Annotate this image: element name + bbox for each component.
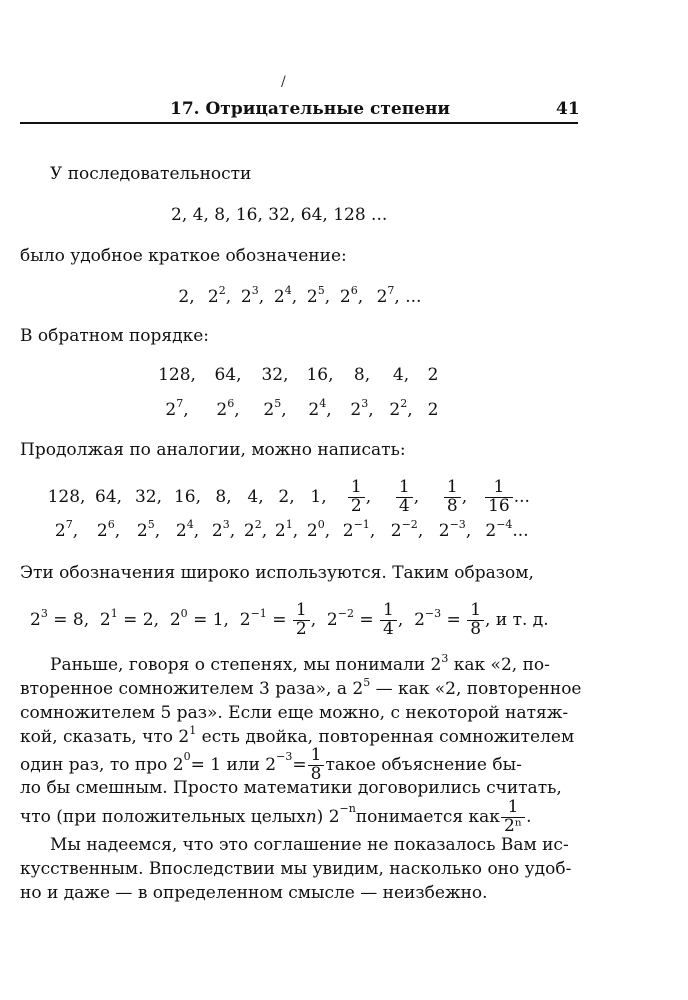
sequence-power-term: 2,	[178, 287, 195, 307]
eq-2-zero: $2^0 = 1$,	[169, 607, 229, 630]
sequence-power-term: $2^2$,	[207, 284, 232, 307]
scan-mark: /	[281, 74, 286, 90]
reverse-value: 128,	[158, 365, 196, 385]
extended-power: $2^7$,	[54, 518, 79, 541]
intro-reverse-text: В обратном порядке:	[20, 326, 210, 346]
sequence-power-term: $2^7$, ...	[376, 284, 422, 307]
para1-line7: что (при положительных целых n ) 2 $^{-n}$ понимается как $\frac{1}{\text{2ⁿ}}$ .	[20, 796, 532, 836]
reverse-value: 64,	[214, 365, 242, 385]
extended-power: $2^5$,	[136, 518, 161, 541]
sequence-power-term: $2^6$,	[339, 284, 364, 307]
extended-value: 32,	[134, 487, 163, 507]
para1-line4: кой, сказать, что $2^1$ есть двойка, повторенная сомножителем	[20, 724, 575, 747]
reverse-value: 16,	[306, 365, 334, 385]
para1-line1: Раньше, говоря о степенях, мы понимали $2^3$ как «2, по-	[50, 652, 550, 675]
intro-sequence-text: У последовательности	[50, 164, 252, 184]
header-rule	[20, 122, 578, 124]
extended-power: $2^1$,	[274, 518, 299, 541]
extended-fraction: $\frac{1}{16}$ ...	[479, 479, 535, 516]
extended-power: $2^{-4}$...	[485, 518, 529, 541]
extended-power: $2^{-2}$,	[390, 518, 424, 541]
reverse-power: $2^7$,	[165, 397, 189, 420]
para1-line2: вторенное сомножителем 3 раза», а $2^5$ — как «2, повторенное	[20, 676, 582, 699]
reverse-power: $2^3$,	[350, 397, 374, 420]
intro-usage-text: Эти обозначения широко используются. Таким образом,	[20, 563, 534, 583]
sequence-power-term: $2^5$,	[306, 284, 331, 307]
para2-line1: Мы надеемся, что это соглашение не показалось Вам ис-	[50, 835, 569, 855]
intro-notation-text: было удобное краткое обозначение:	[20, 246, 347, 266]
reverse-powers-row	[150, 398, 446, 422]
page-number: 41	[556, 99, 580, 119]
extended-fraction: $\frac{1}{4}$ ,	[383, 479, 431, 516]
reverse-power: $2^5$,	[263, 397, 287, 420]
extended-fraction: $\frac{1}{8}$ ,	[431, 479, 479, 516]
extended-power: $2^3$,	[211, 518, 236, 541]
sequence-plain: 2, 4, 8, 16, 32, 64, 128 ...	[171, 205, 388, 225]
reverse-power: $2^2$,	[389, 397, 413, 420]
para2-line3: но и даже — в определенном смысле — неизбежно.	[20, 883, 488, 903]
sequence-power-term: $2^3$,	[240, 284, 265, 307]
intro-analogy-text: Продолжая по аналогии, можно написать:	[20, 440, 406, 460]
extended-fraction: $\frac{1}{2}$ ,	[335, 479, 383, 516]
extended-value: 2,	[278, 487, 295, 507]
eq-2-first: $2^1 = 2$,	[99, 607, 160, 630]
para2-line2: кусственным. Впоследствии мы увидим, насколько оно удоб-	[20, 859, 572, 879]
sequence-powers	[170, 284, 430, 310]
eq-2-minus-three: $2^{-3}$ = $\frac{1}{8}$ ,	[414, 599, 491, 639]
extended-value: 4,	[247, 487, 264, 507]
section-title: 17. Отрицательные степени	[170, 99, 451, 119]
extended-power: $2^6$,	[96, 518, 121, 541]
extended-power: $2^{-1}$,	[342, 518, 376, 541]
para1-line6: ло бы смешным. Просто математики договорились считать,	[20, 778, 562, 798]
extended-values-row	[45, 472, 535, 522]
para1-line5: один раз, то про 2 $^0$ = 1 или 2 $^{-3}$ = $\frac{1}{8}$ такое объяснение бы-	[20, 744, 522, 784]
reverse-value: 4,	[392, 365, 410, 385]
extended-power: $2^{-3}$,	[438, 518, 472, 541]
extended-power: $2^4$,	[175, 518, 200, 541]
para1-line3: сомножителем 5 раз». Если еще можно, с некоторой натяж-	[20, 703, 569, 723]
reverse-value: 32,	[261, 365, 289, 385]
extended-power: $2^0$,	[306, 518, 331, 541]
extended-value: 1,	[310, 487, 327, 507]
eq-2-minus-one: $2^{-1}$ = $\frac{1}{2}$ ,	[239, 599, 317, 639]
eq-tail: и т. д.	[495, 610, 549, 630]
extended-powers-row	[45, 519, 535, 543]
extended-power: $2^2$,	[243, 518, 268, 541]
reverse-power: $2^4$,	[308, 397, 332, 420]
reverse-value: 8,	[353, 365, 371, 385]
eq-2-cubed: $2^3 = 8$,	[30, 607, 90, 630]
reverse-power: 2	[427, 400, 439, 420]
reverse-value: 2	[427, 365, 439, 385]
extended-value: 16,	[173, 487, 202, 507]
extended-value: 64,	[94, 487, 123, 507]
equations-line	[30, 597, 549, 643]
reverse-power: $2^6$,	[216, 397, 240, 420]
extended-value: 128,	[47, 487, 86, 507]
extended-value: 8,	[215, 487, 232, 507]
reverse-values-row	[150, 364, 446, 386]
sequence-power-term: $2^4$,	[273, 284, 298, 307]
eq-2-minus-two: $2^{-2}$ = $\frac{1}{4}$ ,	[326, 599, 404, 639]
